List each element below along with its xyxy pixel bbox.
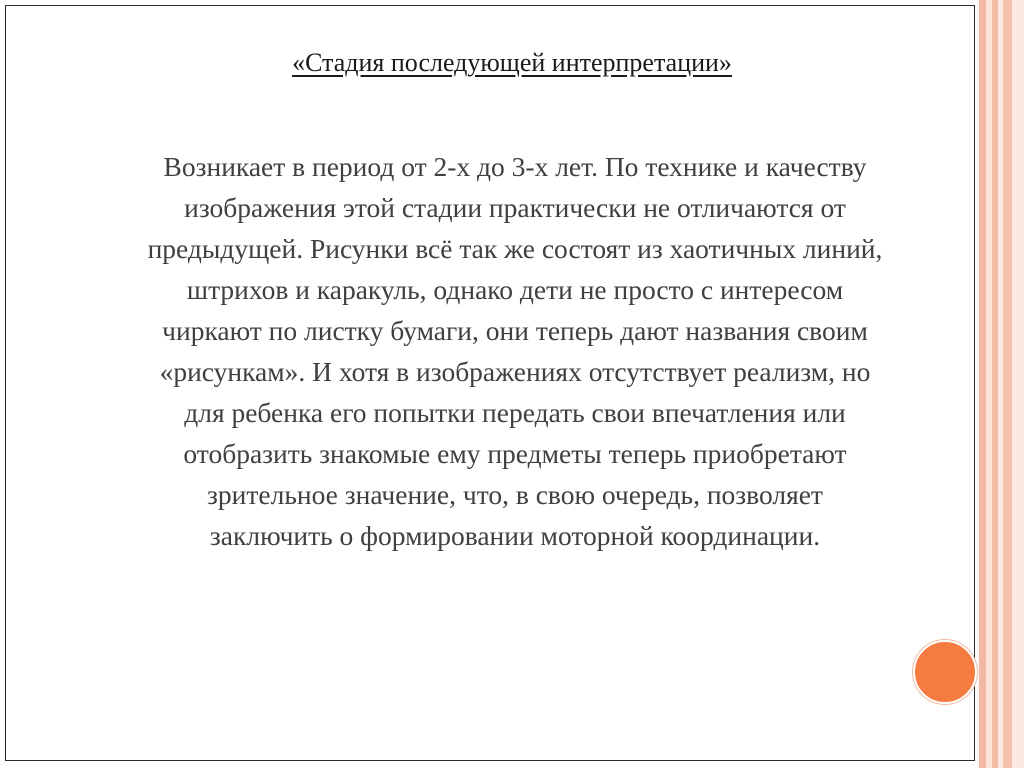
- decorative-circle: [913, 640, 977, 704]
- body-line: зрительное значение, что, в свою очередь, позволяет: [207, 479, 823, 510]
- body-line: «рисункам». И хотя в изображениях отсутствует реализм, но: [159, 356, 871, 387]
- slide-body: [60, 146, 970, 556]
- body-line: Возникает в период от 2-х до 3-х лет. По технике и качеству: [163, 151, 867, 182]
- body-line: предыдущей. Рисунки всё так же состоят из хаотичных линий,: [147, 233, 883, 264]
- body-line: для ребенка его попытки передать свои впечатления или: [184, 397, 846, 428]
- slide-title: [0, 48, 1024, 78]
- decorative-stripe: [979, 0, 986, 768]
- body-line: штрихов и каракуль, однако дети не просто с интересом: [186, 274, 844, 305]
- slide-title-text: «Стадия последующей интерпретации»: [292, 48, 732, 77]
- body-line: отобразить знакомые ему предметы теперь приобретают: [183, 438, 847, 469]
- body-line: изображения этой стадии практически не отличаются от: [184, 192, 846, 223]
- decorative-stripe: [1003, 0, 1012, 768]
- body-line: чиркают по листку бумаги, они теперь дают названия своим: [162, 315, 868, 346]
- body-line: заключить о формировании моторной координации.: [209, 520, 821, 551]
- decorative-stripe: [1012, 0, 1024, 768]
